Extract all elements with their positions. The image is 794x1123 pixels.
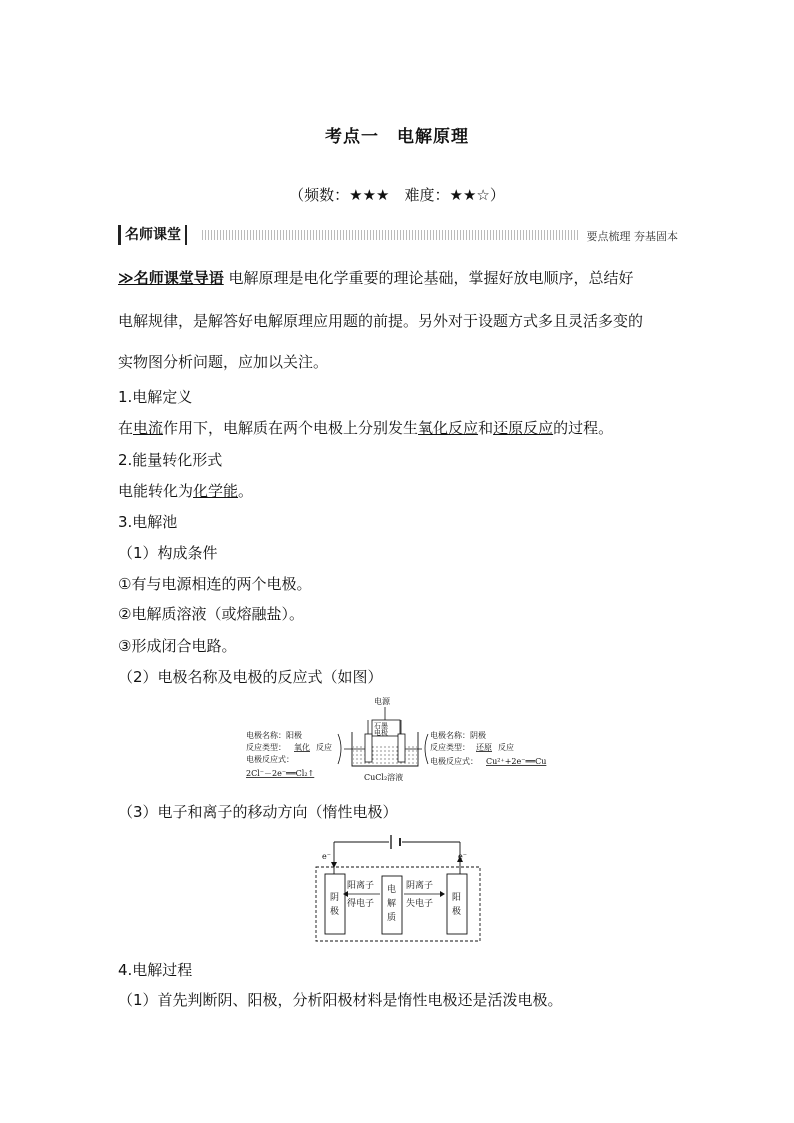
svg-text:电: 电 <box>387 885 397 895</box>
svg-text:Cu²⁺+2e⁻══Cu: Cu²⁺+2e⁻══Cu <box>486 757 547 766</box>
section-3-heading: 3.电解池 <box>118 513 178 531</box>
svg-text:失电子: 失电子 <box>406 899 434 909</box>
svg-text:电极: 电极 <box>374 729 388 737</box>
svg-text:阳离子: 阳离子 <box>347 881 375 891</box>
section-3-sub2: （2）电极名称及电极的反应式（如图） <box>118 668 383 686</box>
solution-label: CuCl₂溶液 <box>364 773 404 782</box>
page-title: 考点一 电解原理 <box>325 127 469 147</box>
condition-1: ①有与电源相连的两个电极。 <box>118 575 312 593</box>
svg-text:反应: 反应 <box>316 743 332 752</box>
section-3-sub3: （3）电子和离子的移动方向（惰性电极） <box>118 803 398 821</box>
power-label: 电源 <box>374 697 390 706</box>
section-2-text: 电能转化为化学能。 <box>118 482 254 500</box>
banner-right-text: 要点梳理 夯基固本 <box>586 230 678 243</box>
svg-text:电极反应式：: 电极反应式： <box>430 757 478 766</box>
banner-stripe <box>202 230 578 240</box>
svg-text:电极名称：阴极: 电极名称：阴极 <box>430 731 486 740</box>
svg-text:极: 极 <box>330 907 340 917</box>
anode-rod <box>365 734 372 762</box>
svg-text:电极反应式：: 电极反应式： <box>246 755 294 764</box>
svg-text:阴离子: 阴离子 <box>406 881 434 891</box>
svg-text:阳: 阳 <box>452 893 462 903</box>
svg-text:氧化: 氧化 <box>294 743 310 752</box>
svg-text:极: 极 <box>452 907 462 917</box>
solution <box>353 744 417 765</box>
svg-text:电极名称：阳极: 电极名称：阳极 <box>246 731 302 740</box>
section-4-heading: 4.电解过程 <box>118 961 193 979</box>
frequency-difficulty: （频数：★★★ 难度：★★☆） <box>289 186 505 204</box>
svg-text:e⁻: e⁻ <box>458 852 467 861</box>
condition-3: ③形成闭合电路。 <box>118 637 237 655</box>
section-2-heading: 2.能量转化形式 <box>118 451 223 469</box>
section-1-heading: 1.电解定义 <box>118 388 193 406</box>
electron-ion-movement-figure <box>312 830 484 948</box>
svg-text:反应类型：: 反应类型： <box>430 743 470 752</box>
intro-lead: ≫名师课堂导语 <box>118 269 224 287</box>
section-4-sub1: （1）首先判断阴、阳极，分析阳极材料是惰性电极还是活泼电极。 <box>118 991 563 1009</box>
intro-line-1: ≫名师课堂导语 电解原理是电化学重要的理论基础，掌握好放电顺序，总结好 <box>118 269 634 287</box>
svg-text:解: 解 <box>387 899 397 909</box>
svg-text:反应类型：: 反应类型： <box>246 743 286 752</box>
svg-text:还原: 还原 <box>476 743 492 752</box>
electrolysis-cell-figure <box>240 694 560 794</box>
svg-text:石墨: 石墨 <box>374 722 388 730</box>
svg-text:阴: 阴 <box>330 893 340 903</box>
section-3-sub1: （1）构成条件 <box>118 544 218 562</box>
section-1-text: 在电流作用下，电解质在两个电极上分别发生氧化反应和还原反应的过程。 <box>118 419 614 437</box>
svg-text:2Cl⁻－2e⁻══Cl₂↑: 2Cl⁻－2e⁻══Cl₂↑ <box>246 769 315 778</box>
banner-tag: 名师课堂 <box>118 225 187 245</box>
condition-2: ②电解质溶液（或熔融盐）。 <box>118 605 304 623</box>
section-banner <box>118 225 678 245</box>
svg-text:e⁻: e⁻ <box>322 852 331 861</box>
svg-text:反应: 反应 <box>498 743 514 752</box>
svg-text:得电子: 得电子 <box>347 899 375 909</box>
anode-box <box>447 874 467 934</box>
cathode-box <box>325 874 345 934</box>
svg-text:质: 质 <box>387 913 397 923</box>
intro-line-3: 实物图分析问题，应加以关注。 <box>118 353 329 371</box>
cathode-rod <box>398 734 405 762</box>
intro-line-2: 电解规律，是解答好电解原理应用题的前提。另外对于设题方式多且灵活多变的 <box>118 312 644 330</box>
